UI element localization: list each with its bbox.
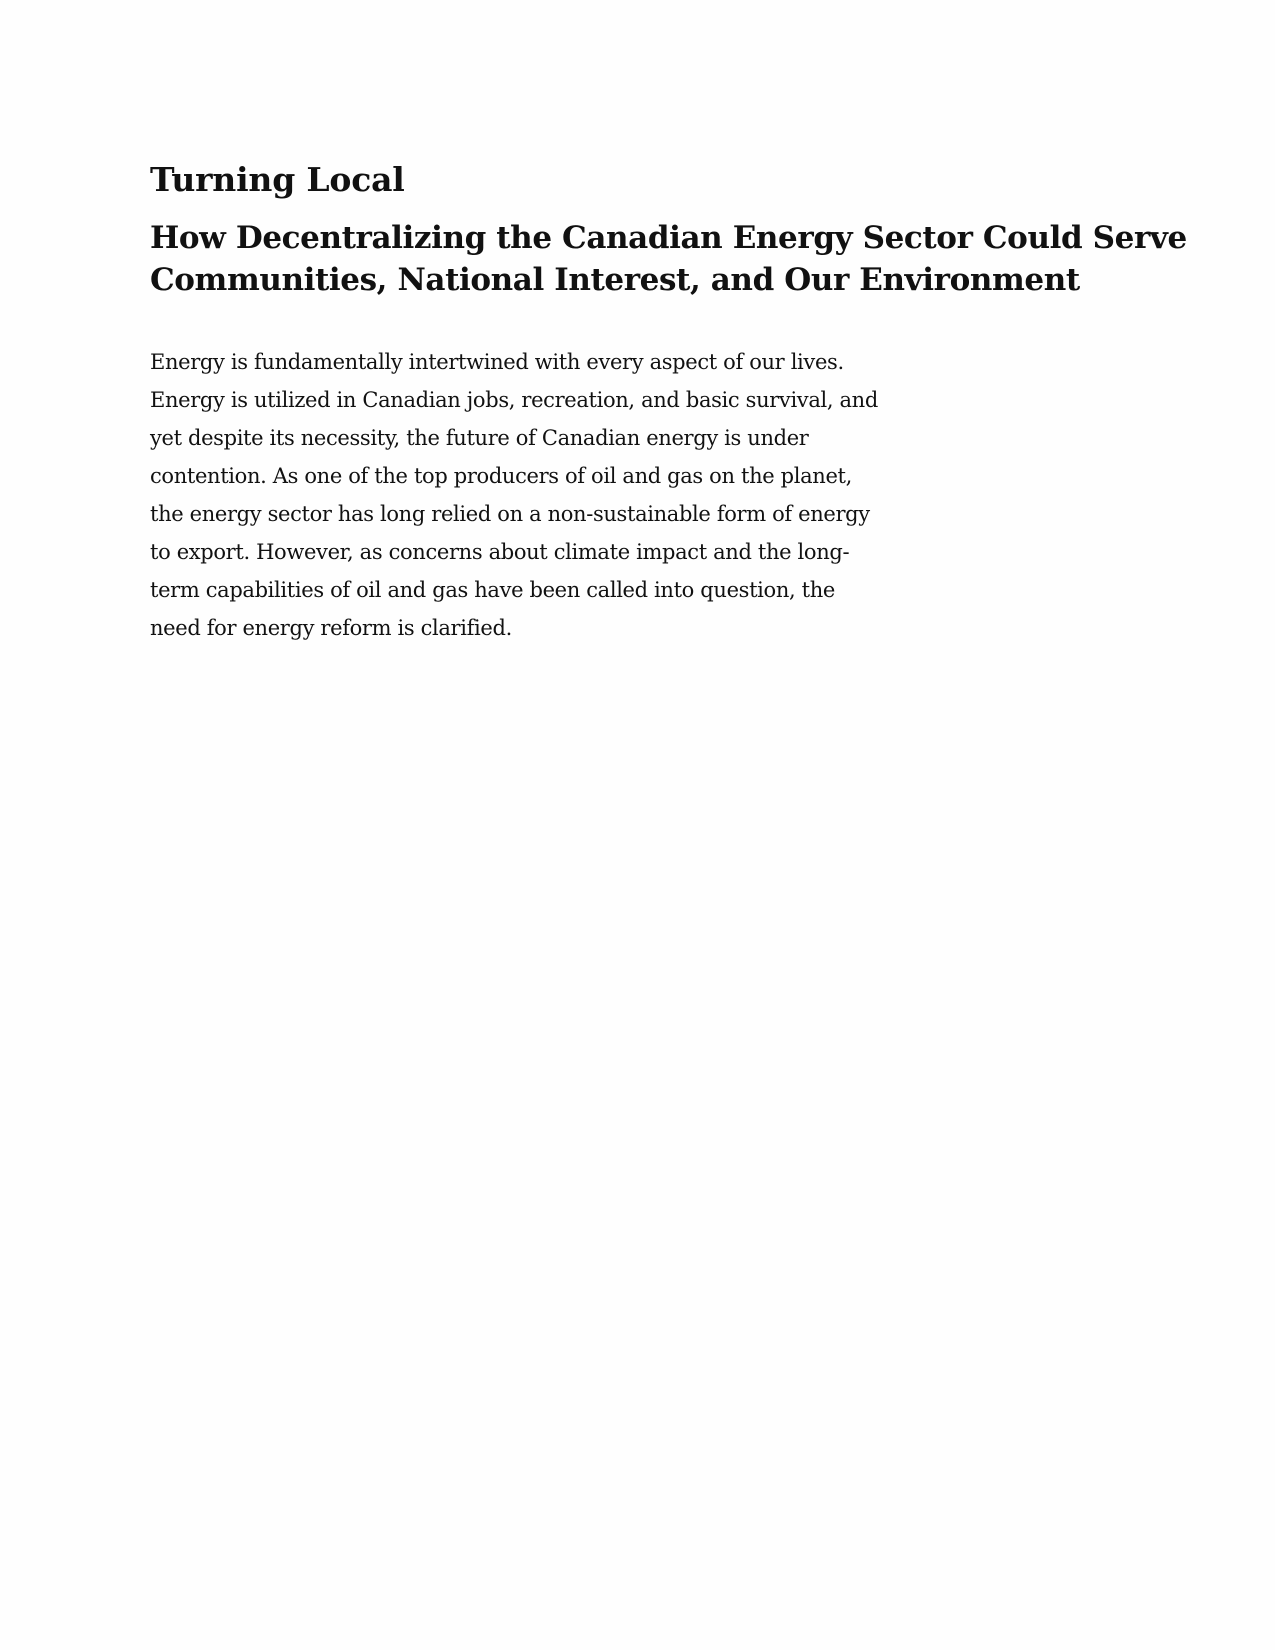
document-title: Turning Local <box>150 160 405 199</box>
body-paragraph: Energy is fundamentally intertwined with every aspect of our lives. Energy is utilized in Canadian jobs, recreation, and basic survival, and yet despite its necessity, the future of Canadian energy is under contention. As one of the top producers of oil and gas on the planet, the energy sector has long relied on a non-sustainable form of energy to export. However, as concerns about climate impact and the long-term capabilities of oil and gas have been called into question, the need for energy reform is clarified. <box>150 350 878 640</box>
document-page <box>150 158 1230 647</box>
document-subtitle: How Decentralizing the Canadian Energy Sector Could Serve Communities, National Interest, and Our Environment <box>150 220 1187 298</box>
